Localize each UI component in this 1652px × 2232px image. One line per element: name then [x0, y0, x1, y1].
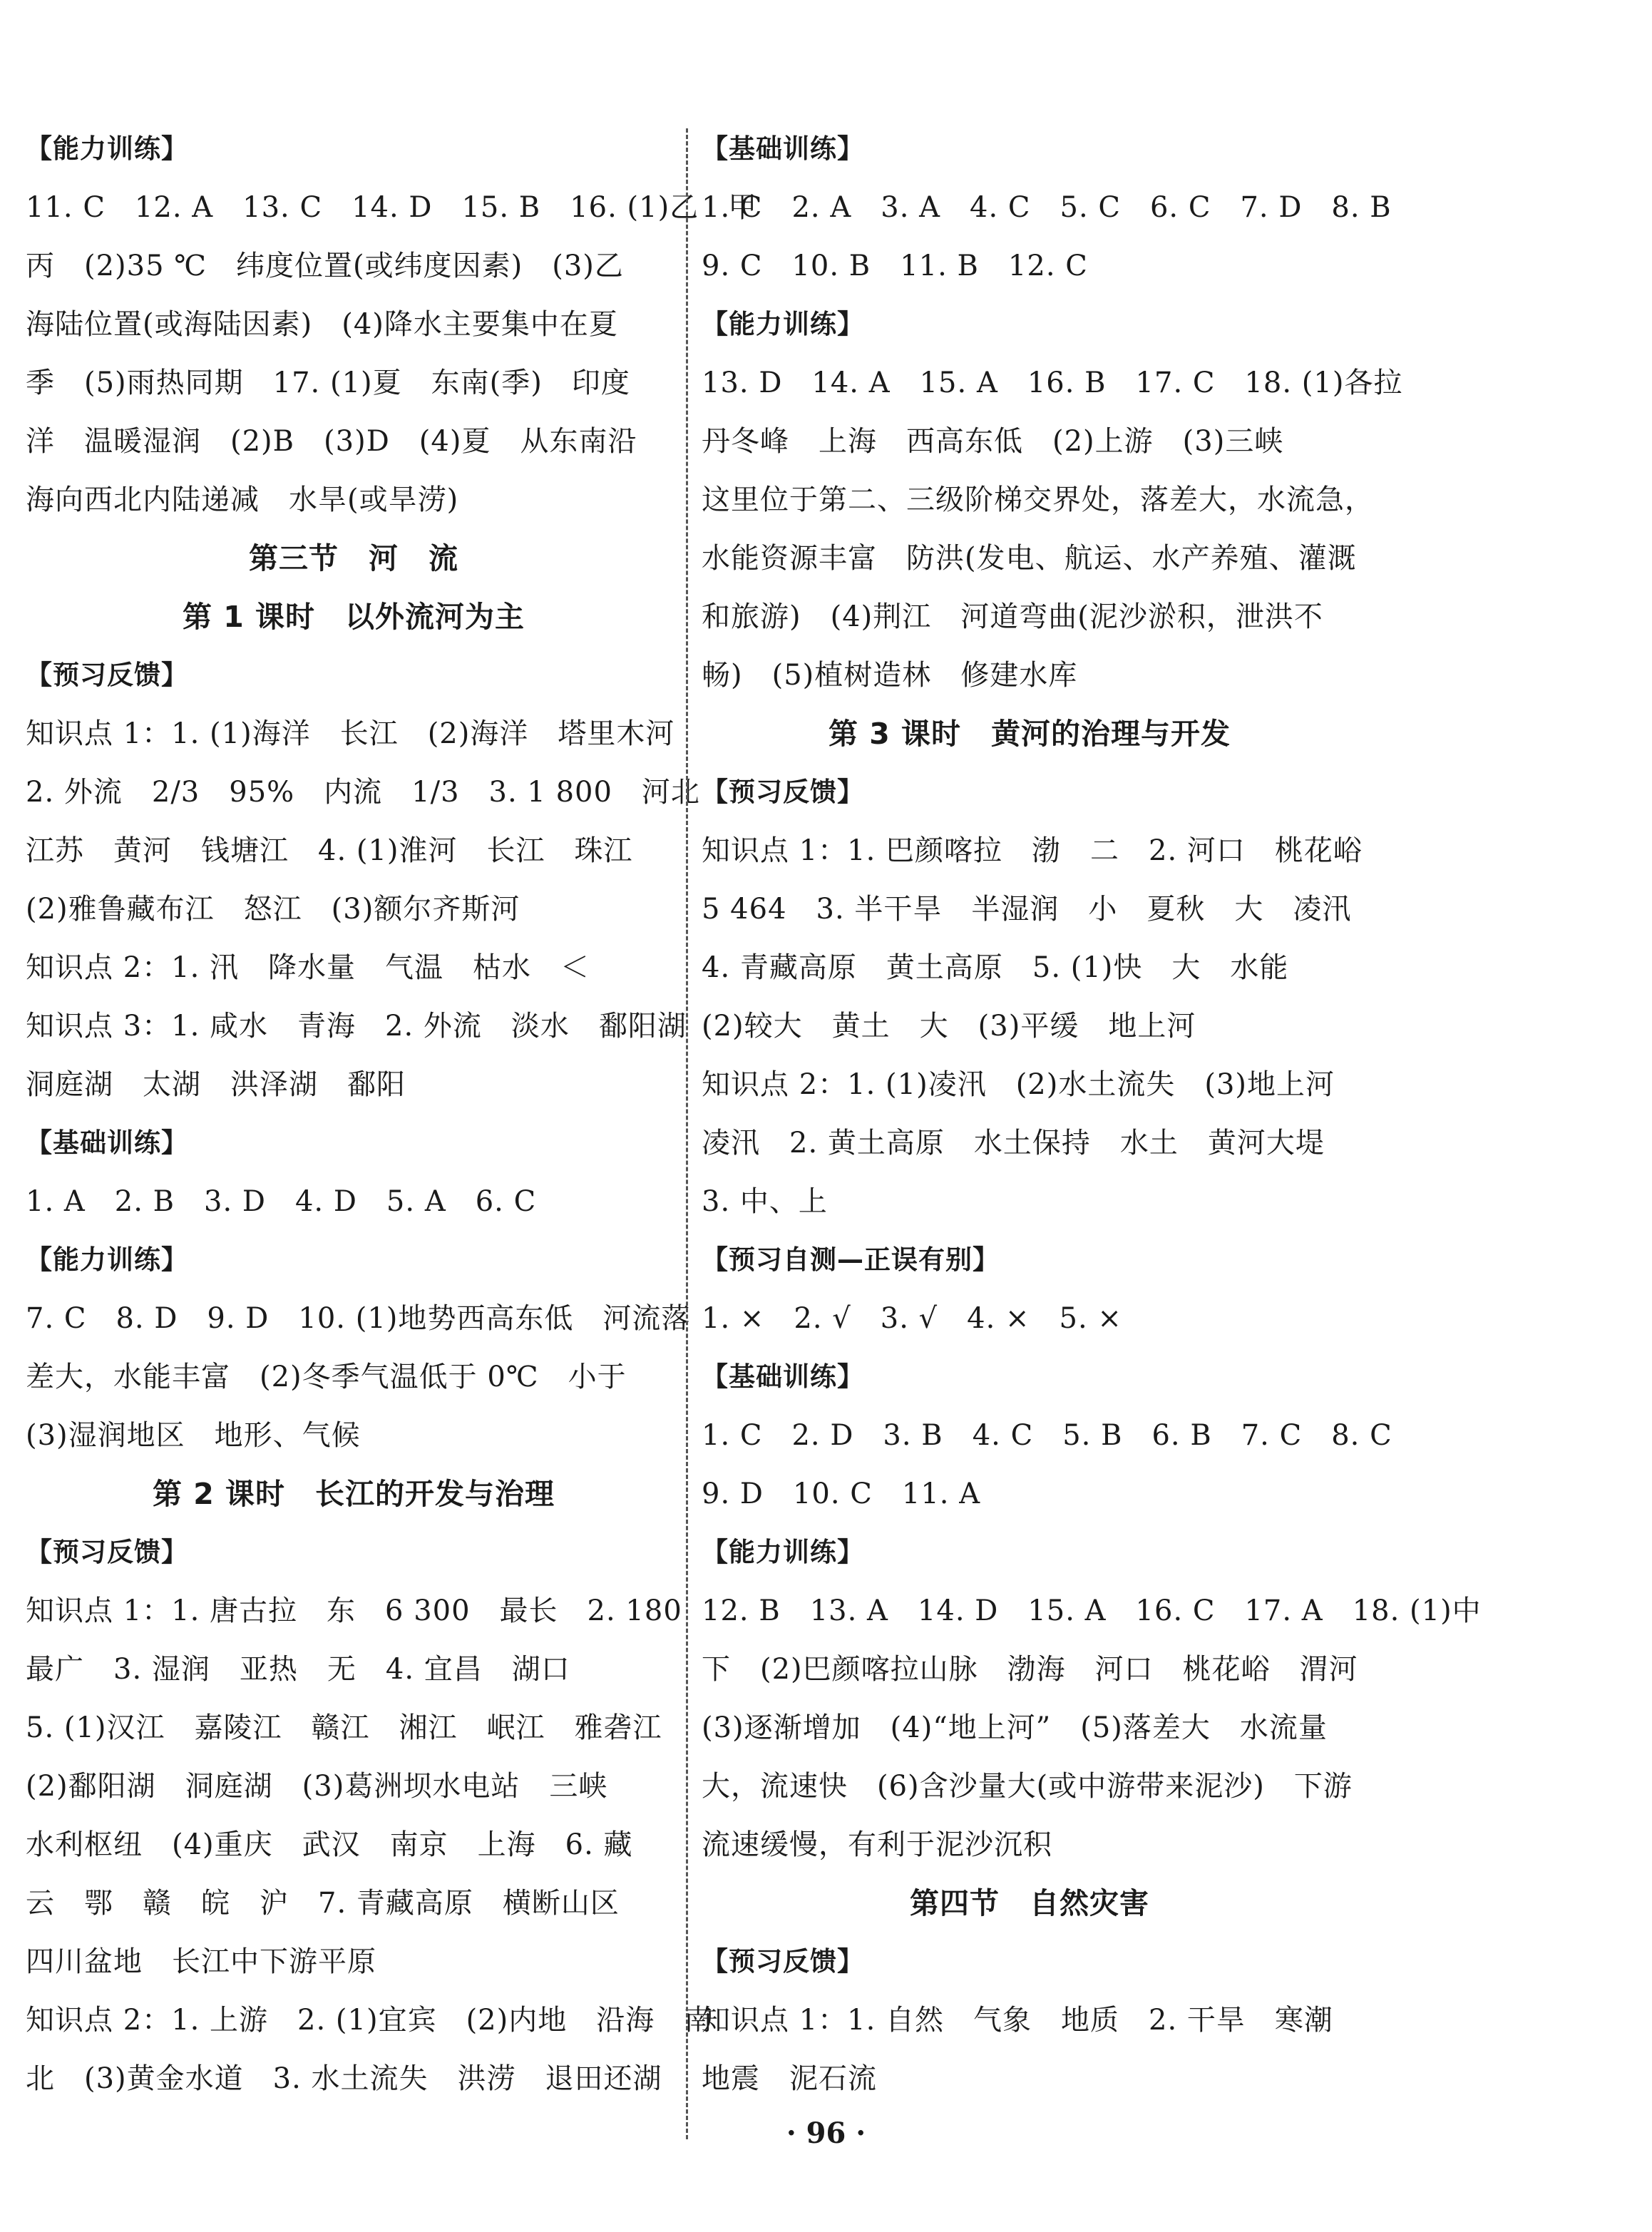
- text-line: 地震 泥石流: [702, 2062, 877, 2095]
- text-line: 这里位于第二、三级阶梯交界处，落差大，水流急，: [702, 483, 1374, 516]
- text-line: 江苏 黄河 钱塘江 4. (1)淮河 长江 珠江: [26, 834, 633, 867]
- text-line: 知识点 1：1. (1)海洋 长江 (2)海洋 塔里木河: [26, 717, 675, 750]
- section-label: 【能力训练】: [702, 1537, 864, 1567]
- text-line: 差大，水能丰富 (2)冬季气温低于 0℃ 小于: [26, 1361, 627, 1393]
- heading-line: 第三节 河 流: [249, 541, 458, 575]
- text-line: 知识点 2：1. 汛 降水量 气温 枯水 ＜: [26, 951, 590, 984]
- text-line: 最广 3. 湿润 亚热 无 4. 宜昌 湖口: [26, 1653, 570, 1686]
- section-label: 【基础训练】: [702, 133, 864, 164]
- text-line: 知识点 2：1. 上游 2. (1)宜宾 (2)内地 沿海 南: [26, 2004, 714, 2037]
- text-line: 季 (5)雨热同期 17. (1)夏 东南(季) 印度: [26, 367, 630, 399]
- text-line: 知识点 1：1. 唐古拉 东 6 300 最长 2. 180: [26, 1594, 682, 1627]
- text-line: 大，流速快 (6)含沙量大(或中游带来泥沙) 下游: [702, 1770, 1353, 1803]
- section-label: 【能力训练】: [702, 309, 864, 339]
- text-line: 丹冬峰 上海 西高东低 (2)上游 (3)三峡: [702, 425, 1284, 458]
- text-line: 3. 中、上: [702, 1185, 828, 1218]
- text-line: 海向西北内陆递减 水旱(或旱涝): [26, 483, 459, 516]
- heading-line: 第 3 课时 黄河的治理与开发: [828, 717, 1231, 751]
- text-line: 9. D 10. C 11. A: [702, 1478, 981, 1510]
- left-column: [26, 120, 758, 2108]
- text-line: 知识点 3：1. 咸水 青海 2. 外流 淡水 鄱阳湖: [26, 1010, 687, 1043]
- section-label: 【预习反馈】: [26, 660, 188, 690]
- text-line: (2)较大 黄土 大 (3)平缓 地上河: [702, 1010, 1196, 1043]
- text-line: (3)逐渐增加 (4)“地上河” (5)落差大 水流量: [702, 1711, 1328, 1744]
- text-line: 知识点 1：1. 巴颜喀拉 渤 二 2. 河口 桃花峪: [702, 834, 1363, 867]
- text-line: (2)鄱阳湖 洞庭湖 (3)葛洲坝水电站 三峡: [26, 1770, 608, 1803]
- heading-line: 第 2 课时 长江的开发与治理: [152, 1477, 555, 1511]
- heading-line: 第 1 课时 以外流河为主: [182, 600, 525, 634]
- text-line: 和旅游) (4)荆江 河道弯曲(泥沙淤积，泄洪不: [702, 600, 1323, 633]
- text-line: 畅) (5)植树造林 修建水库: [702, 659, 1078, 692]
- text-line: 1. × 2. √ 3. √ 4. × 5. ×: [702, 1302, 1122, 1335]
- text-line: 水能资源丰富 防洪(发电、航运、水产养殖、灌溉: [702, 542, 1357, 575]
- text-line: 凌汛 2. 黄土高原 水土保持 水土 黄河大堤: [702, 1127, 1325, 1159]
- text-line: 9. C 10. B 11. B 12. C: [702, 250, 1088, 282]
- text-line: 知识点 2：1. (1)凌汛 (2)水土流失 (3)地上河: [702, 1068, 1335, 1101]
- text-line: 洋 温暖湿润 (2)B (3)D (4)夏 从东南沿: [26, 425, 637, 458]
- text-line: 11. C 12. A 13. C 14. D 15. B 16. (1)乙 甲: [26, 191, 758, 224]
- text-line: 1. C 2. D 3. B 4. C 5. B 6. B 7. C 8. C: [702, 1419, 1392, 1452]
- text-line: 北 (3)黄金水道 3. 水土流失 洪涝 退田还湖: [26, 2062, 662, 2095]
- text-line: 5. (1)汉江 嘉陵江 赣江 湘江 岷江 雅砻江: [26, 1711, 662, 1744]
- section-label: 【能力训练】: [26, 133, 188, 164]
- text-line: 7. C 8. D 9. D 10. (1)地势西高东低 河流落: [26, 1302, 691, 1335]
- section-label: 【预习反馈】: [26, 1537, 188, 1567]
- text-line: 四川盆地 长江中下游平原: [26, 1945, 376, 1978]
- text-line: 4. 青藏高原 黄土高原 5. (1)快 大 水能: [702, 951, 1289, 984]
- section-label: 【基础训练】: [702, 1361, 864, 1392]
- section-label: 【能力训练】: [26, 1244, 188, 1275]
- text-line: 2. 外流 2/3 95% 内流 1/3 3. 1 800 河北: [26, 776, 700, 809]
- text-line: 1. C 2. A 3. A 4. C 5. C 6. C 7. D 8. B: [702, 191, 1392, 224]
- section-label: 【基础训练】: [26, 1127, 188, 1158]
- text-line: 13. D 14. A 15. A 16. B 17. C 18. (1)各拉: [702, 367, 1403, 399]
- text-line: 海陆位置(或海陆因素) (4)降水主要集中在夏: [26, 308, 618, 341]
- text-line: (3)湿润地区 地形、气候: [26, 1419, 361, 1452]
- right-column: [702, 120, 1482, 2108]
- text-line: (2)雅鲁藏布江 怒江 (3)额尔齐斯河: [26, 893, 520, 926]
- text-line: 流速缓慢，有利于泥沙沉积: [702, 1828, 1052, 1861]
- text-line: 下 (2)巴颜喀拉山脉 渤海 河口 桃花峪 渭河: [702, 1653, 1358, 1686]
- page-number: · 96 ·: [786, 2116, 866, 2150]
- text-line: 洞庭湖 太湖 洪泽湖 鄱阳: [26, 1068, 406, 1101]
- section-label: 【预习反馈】: [702, 1946, 864, 1977]
- section-label: 【预习反馈】: [702, 777, 864, 807]
- column-divider: [686, 128, 688, 2139]
- text-line: 水利枢纽 (4)重庆 武汉 南京 上海 6. 藏: [26, 1828, 633, 1861]
- text-line: 1. A 2. B 3. D 4. D 5. A 6. C: [26, 1185, 537, 1218]
- text-line: 5 464 3. 半干旱 半湿润 小 夏秋 大 凌汛: [702, 893, 1352, 926]
- text-line: 12. B 13. A 14. D 15. A 16. C 17. A 18. (1)中: [702, 1594, 1482, 1627]
- text-line: 云 鄂 赣 皖 沪 7. 青藏高原 横断山区: [26, 1887, 620, 1920]
- text-line: 丙 (2)35 ℃ 纬度位置(或纬度因素) (3)乙: [26, 250, 624, 282]
- section-label: 【预习自测—正误有别】: [702, 1244, 1000, 1275]
- heading-line: 第四节 自然灾害: [910, 1886, 1149, 1920]
- text-line: 知识点 1：1. 自然 气象 地质 2. 干旱 寒潮: [702, 2004, 1333, 2037]
